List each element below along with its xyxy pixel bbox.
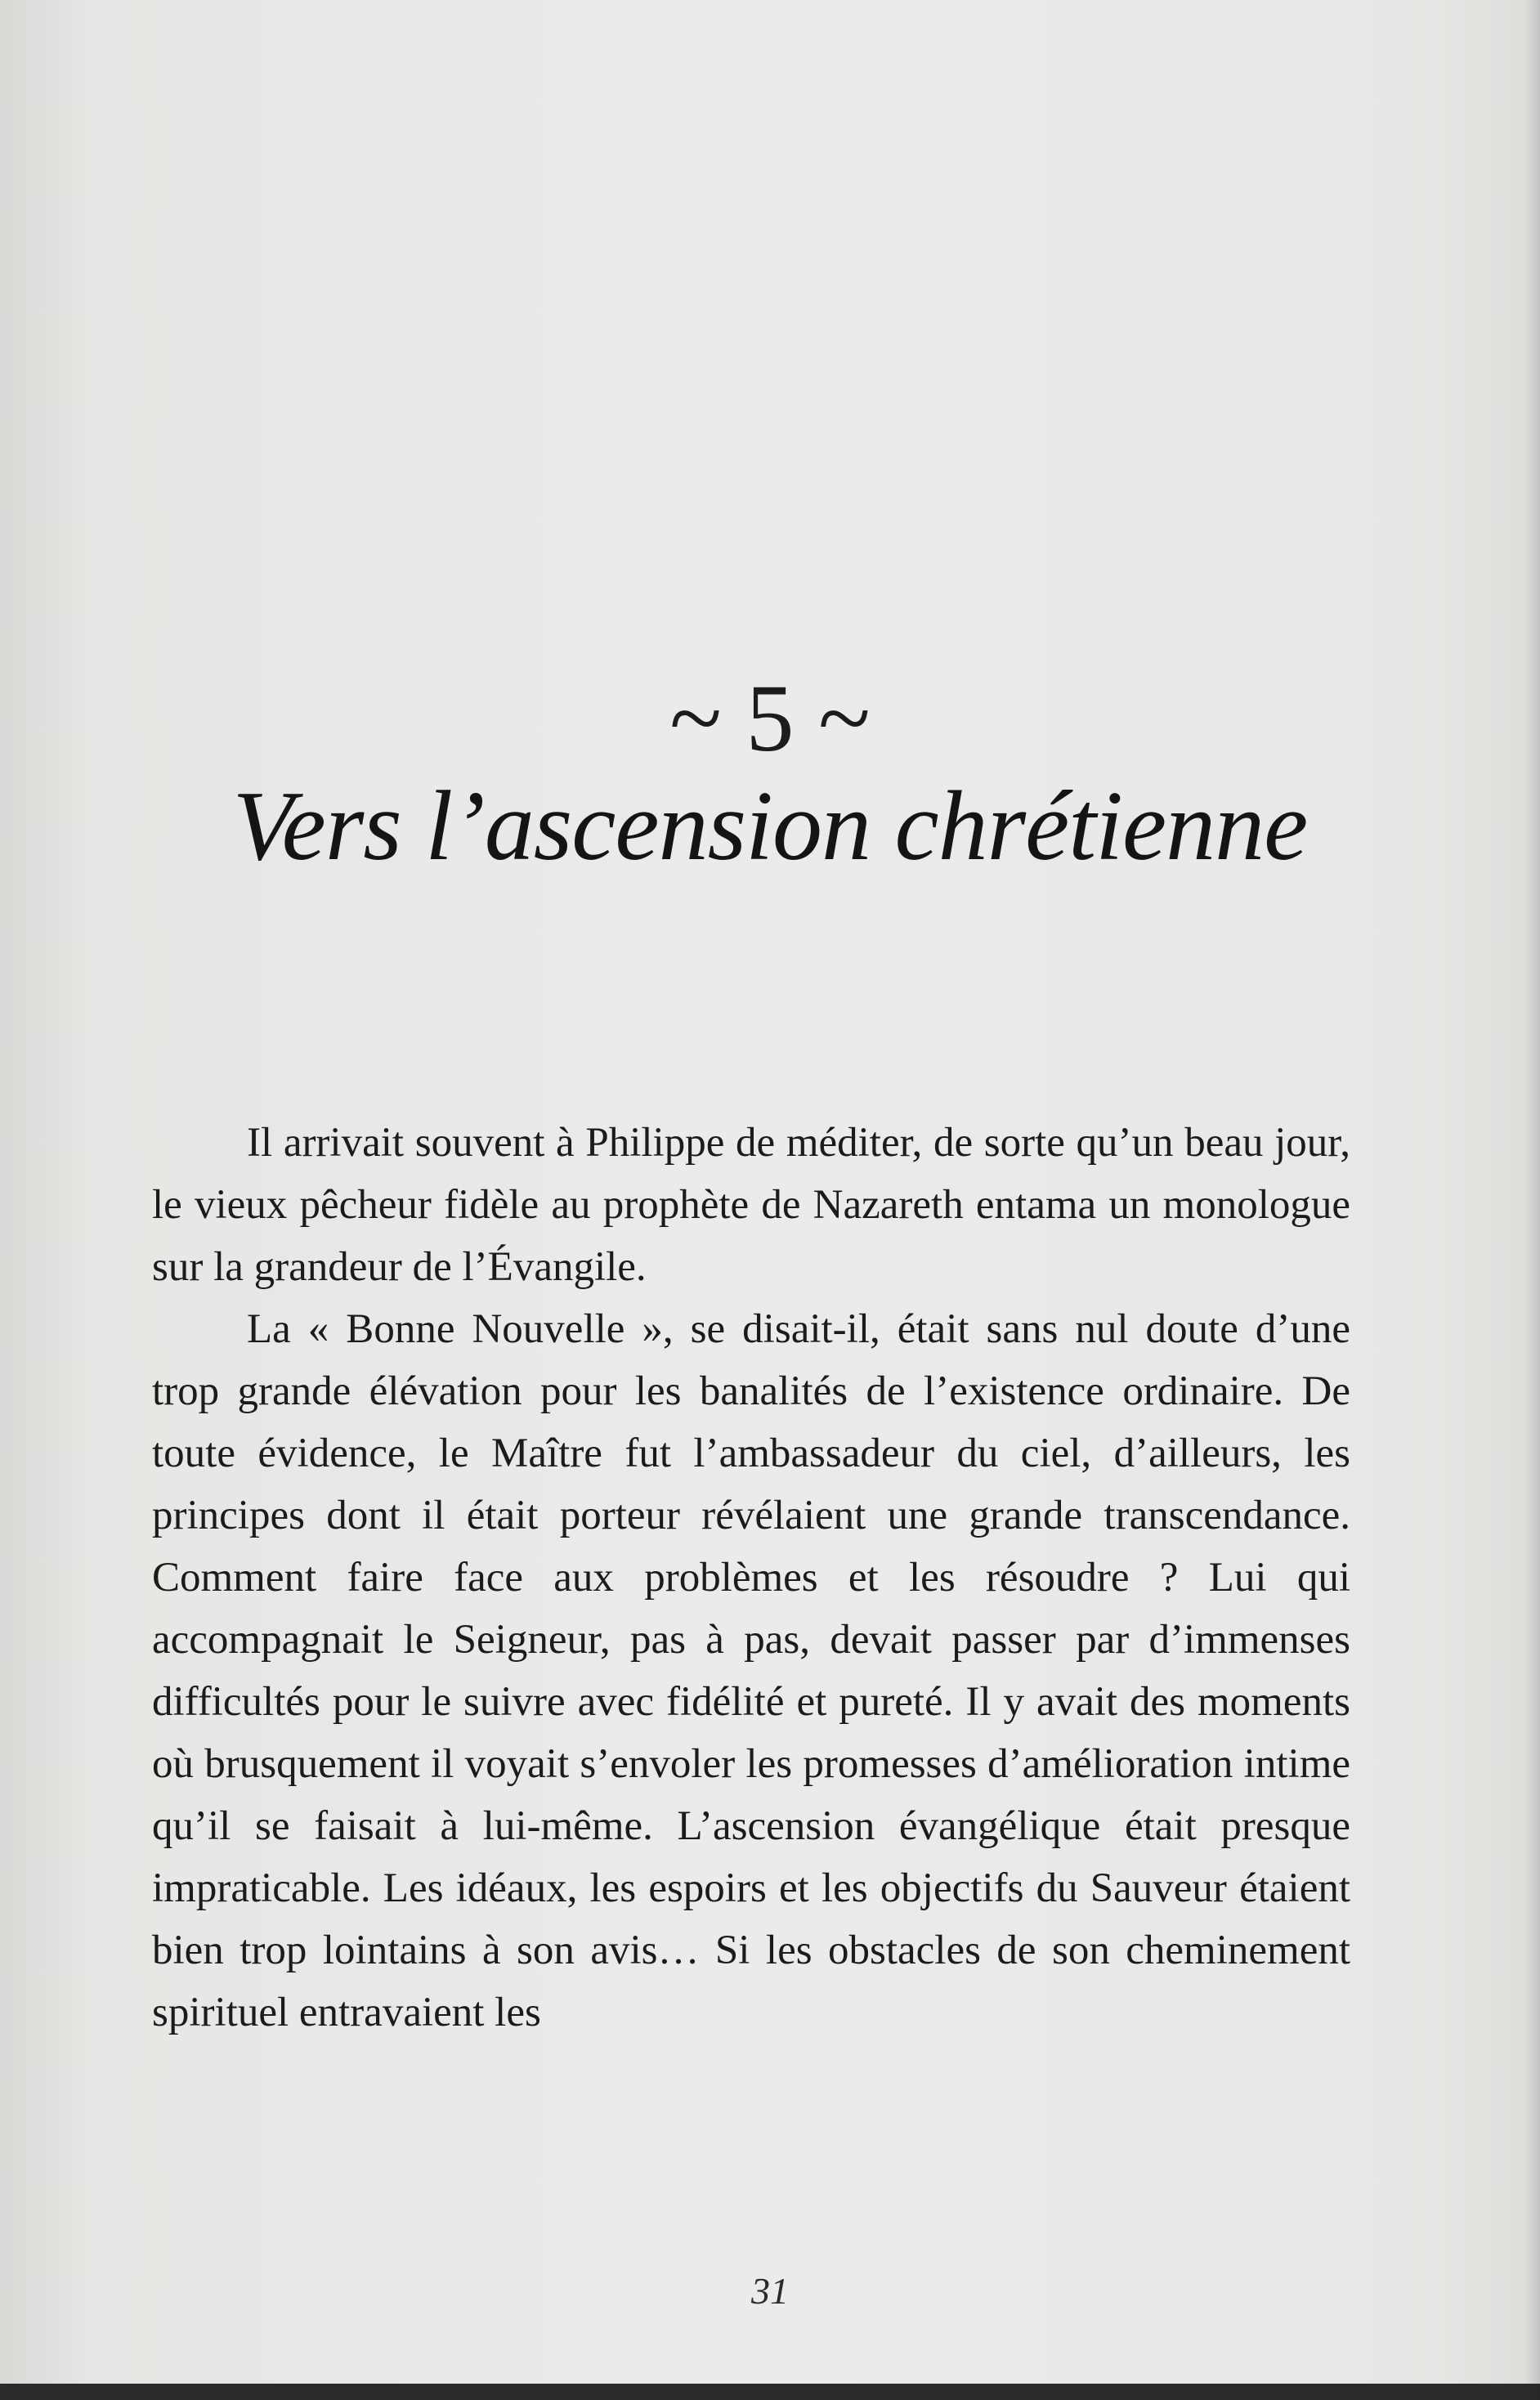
body-text — [152, 1112, 1350, 2044]
page-bottom-edge — [0, 2384, 1540, 2400]
paragraph: La « Bonne Nouvelle », se disait-il, était sans nul doute d’une trop grande élévation pour les banalités de l’existence ordinaire. De toute évidence, le Maître fut l’ambassadeur du ciel, d’ailleurs, les principes dont il était porteur révélaient une grande transcendance. Comment faire face aux problèmes et les résoudre ? Lui qui accompagnait le Seigneur, pas à pas, devait passer par d’immenses difficultés pour le suivre avec fidélité et pureté. Il y avait des moments où brusquement il voyait s’envoler les promesses d’amélioration intime qu’il se faisait à lui-même. L’ascension évangélique était presque impraticable. Les idéaux, les espoirs et les objectifs du Sauveur étaient bien trop lointains à son avis… Si les obstacles de son cheminement spirituel entravaient les — [152, 1306, 1350, 2035]
chapter-number: ~ 5 ~ — [669, 665, 871, 772]
chapter-title: Vers l’ascension chrétienne — [232, 771, 1308, 881]
paragraph: Il arrivait souvent à Philippe de méditer, de sorte qu’un beau jour, le vieux pêcheur fidèle au prophète de Nazareth entama un monologue sur la grandeur de l’Évangile. — [152, 1120, 1350, 1290]
page-number: 31 — [751, 2270, 789, 2312]
